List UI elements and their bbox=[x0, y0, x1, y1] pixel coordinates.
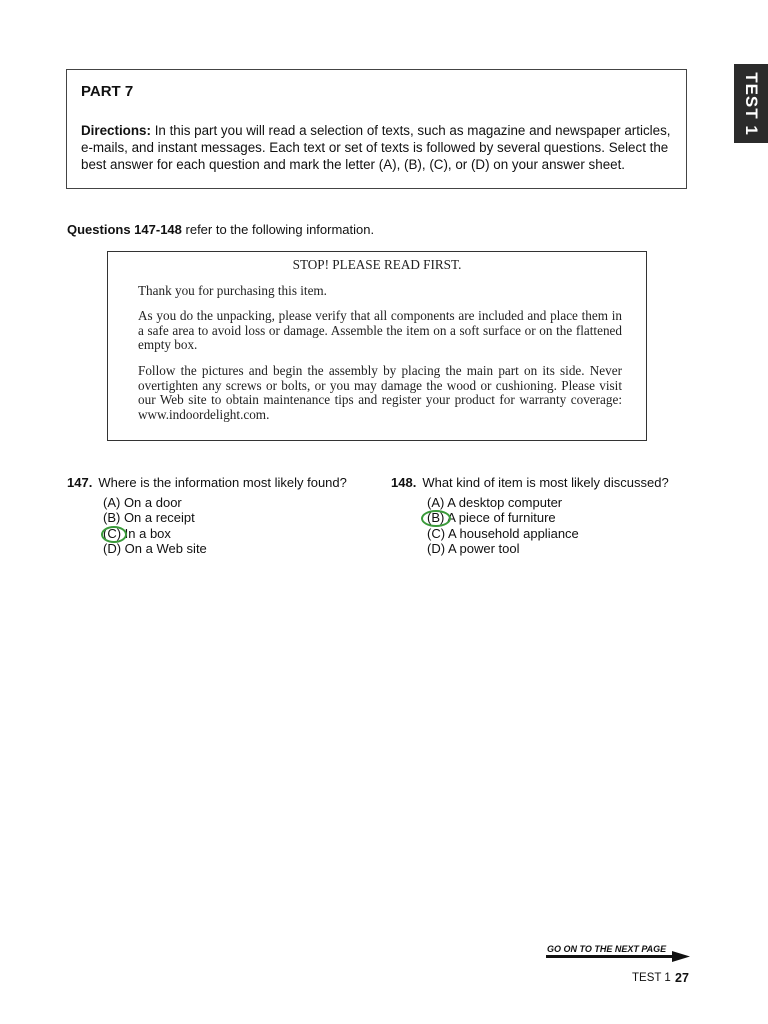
answer-option-d[interactable]: (D) A power tool bbox=[427, 541, 520, 556]
answer-option-b[interactable]: (B) A piece of furniture bbox=[427, 510, 556, 525]
next-page-label: GO ON TO THE NEXT PAGE bbox=[547, 944, 667, 954]
directions-box bbox=[66, 69, 687, 189]
questions-heading bbox=[67, 222, 374, 237]
answer-option-c[interactable]: (C) A household appliance bbox=[427, 526, 579, 541]
footer-test-label: TEST 1 bbox=[632, 972, 671, 984]
question-stem bbox=[67, 475, 347, 490]
question-148 bbox=[391, 475, 711, 565]
notice-box bbox=[107, 251, 647, 441]
answer-option-b[interactable]: (B) On a receipt bbox=[103, 510, 195, 525]
question-147 bbox=[67, 475, 387, 565]
part-title: PART 7 bbox=[81, 83, 134, 100]
question-text: What kind of item is most likely discussed? bbox=[422, 475, 669, 490]
notice-paragraph: Thank you for purchasing this item. bbox=[138, 283, 327, 298]
test-side-tab bbox=[734, 64, 768, 143]
question-text: Where is the information most likely found? bbox=[98, 475, 347, 490]
page-number: 27 bbox=[675, 971, 689, 985]
answer-option-d[interactable]: (D) On a Web site bbox=[103, 541, 207, 556]
marked-answer-circle bbox=[421, 510, 451, 527]
directions-label: Directions: bbox=[81, 123, 151, 138]
directions-body: In this part you will read a selection of texts, such as magazine and newspaper articles, e-mails, and instant messages. Each text or set of texts is followed by several questions. Select the best answer for each question and mark the letter (A), (B), (C), or (D) on your answer sheet. bbox=[81, 123, 671, 172]
notice-paragraph: As you do the unpacking, please verify that all components are included and place them in a safe area to avoid loss or damage. Assemble the item on a soft surface or on the flattened empty box. bbox=[138, 308, 622, 352]
marked-answer-circle bbox=[101, 526, 127, 543]
question-number: 148. bbox=[391, 475, 417, 490]
notice-title: STOP! PLEASE READ FIRST. bbox=[292, 257, 462, 272]
answer-option-a[interactable]: (A) A desktop computer bbox=[427, 495, 563, 510]
directions-text bbox=[81, 122, 677, 173]
answer-option-a[interactable]: (A) On a door bbox=[103, 495, 182, 510]
question-stem bbox=[391, 475, 669, 490]
answer-option-c[interactable]: (C) In a box bbox=[103, 526, 171, 541]
arrow-right-icon bbox=[546, 951, 690, 963]
question-number: 147. bbox=[67, 475, 93, 490]
questions-heading-text: refer to the following information. bbox=[185, 222, 375, 237]
side-tab-label: TEST 1 bbox=[742, 72, 761, 136]
questions-range: Questions 147-148 bbox=[67, 222, 182, 237]
notice-paragraph: Follow the pictures and begin the assembly by placing the main part on its side. Never overtighten any screws or bolts, or you may damage the wood or cushioning. Please visit our Web site to obtain maintenance tips and register your product for warranty coverage: www.indoordelight.com. bbox=[138, 363, 622, 422]
